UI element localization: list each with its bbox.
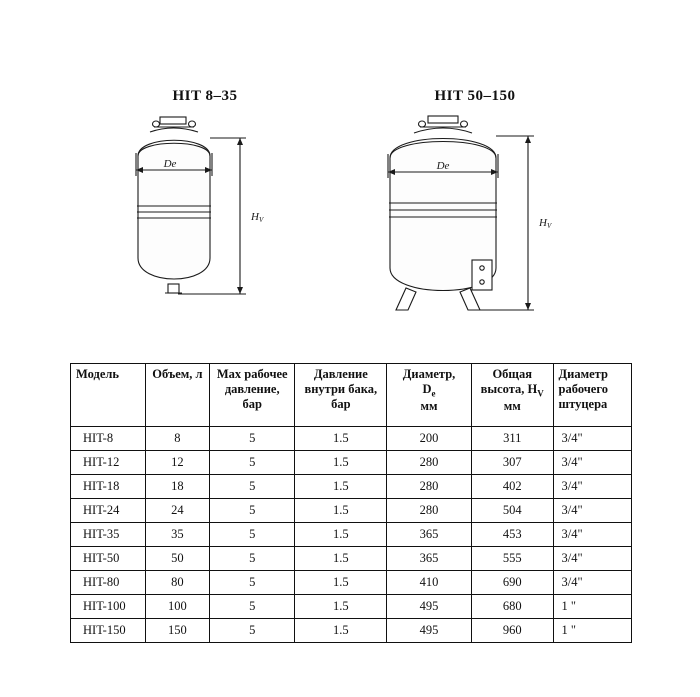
label-de-small: De: [163, 158, 177, 170]
header-height-sub: V: [537, 388, 544, 399]
cell-diameter: 365: [387, 523, 472, 547]
cell-height: 690: [471, 571, 553, 595]
cell-nozzle: 3/4": [553, 475, 631, 499]
cell-inner-pressure: 1.5: [295, 427, 387, 451]
cell-max-pressure: 5: [209, 499, 295, 523]
cell-height: 555: [471, 547, 553, 571]
cell-volume: 80: [145, 571, 209, 595]
header-diameter: [387, 364, 472, 427]
cell-inner-pressure: 1.5: [295, 571, 387, 595]
cell-inner-pressure: 1.5: [295, 523, 387, 547]
cell-nozzle: 3/4": [553, 571, 631, 595]
cell-diameter: 410: [387, 571, 472, 595]
cell-diameter: 280: [387, 475, 472, 499]
cell-nozzle: 3/4": [553, 451, 631, 475]
diagram-hit-8-35: [90, 60, 320, 350]
header-diameter-l2: $D_e$: [422, 381, 436, 399]
header-height-l3: мм: [503, 398, 521, 413]
header-nozzle-l3: штуцера: [558, 396, 608, 411]
header-nozzle: [553, 364, 631, 427]
table-row: [71, 547, 632, 571]
cell-inner-pressure: 1.5: [295, 547, 387, 571]
tank-drawing-small: [90, 108, 320, 338]
cell-height: 307: [471, 451, 553, 475]
header-max-pressure: [209, 364, 295, 427]
cell-model: HIT-8: [71, 427, 146, 451]
diagram-hit-50-150: [350, 60, 600, 350]
cell-max-pressure: 5: [209, 547, 295, 571]
cell-max-pressure: 5: [209, 571, 295, 595]
cell-nozzle: 1 ": [553, 619, 631, 643]
cell-inner-pressure: 1.5: [295, 451, 387, 475]
cell-model: HIT-50: [71, 547, 146, 571]
cell-height: 680: [471, 595, 553, 619]
cell-max-pressure: 5: [209, 595, 295, 619]
cell-volume: 35: [145, 523, 209, 547]
cell-volume: 50: [145, 547, 209, 571]
cell-volume: 18: [145, 475, 209, 499]
cell-diameter: 280: [387, 499, 472, 523]
cell-diameter: 495: [387, 619, 472, 643]
table-row: [71, 595, 632, 619]
header-volume: Объем, л: [145, 364, 209, 427]
cell-height: 402: [471, 475, 553, 499]
header-max-pressure-l1: Max рабочее: [216, 367, 288, 381]
cell-diameter: 365: [387, 547, 472, 571]
cell-model: HIT-100: [71, 595, 146, 619]
cell-max-pressure: 5: [209, 427, 295, 451]
header-diameter-l1: Диаметр,: [402, 367, 456, 381]
tank-drawing-large: [350, 108, 600, 338]
table-row: [71, 619, 632, 643]
cell-diameter: 495: [387, 595, 472, 619]
cell-volume: 150: [145, 619, 209, 643]
cell-model: HIT-35: [71, 523, 146, 547]
table-row: [71, 523, 632, 547]
cell-nozzle: 3/4": [553, 427, 631, 451]
cell-max-pressure: 5: [209, 523, 295, 547]
header-inner-pressure-l1: Давление: [313, 367, 368, 381]
header-height: [471, 364, 553, 427]
cell-volume: 24: [145, 499, 209, 523]
cell-max-pressure: 5: [209, 451, 295, 475]
table-head: [71, 364, 632, 427]
header-nozzle-l1: Диаметр: [558, 367, 608, 381]
cell-nozzle: 3/4": [553, 523, 631, 547]
label-hv-large: HV: [539, 217, 552, 230]
header-inner-pressure-l3: бар: [331, 396, 351, 411]
header-inner-pressure: [295, 364, 387, 427]
header-model: Модель: [71, 364, 146, 427]
cell-volume: 8: [145, 427, 209, 451]
cell-max-pressure: 5: [209, 475, 295, 499]
cell-model: HIT-150: [71, 619, 146, 643]
table-body: [71, 427, 632, 643]
cell-inner-pressure: 1.5: [295, 499, 387, 523]
header-inner-pressure-l2: внутри бака,: [304, 381, 378, 396]
cell-height: 960: [471, 619, 553, 643]
cell-max-pressure: 5: [209, 619, 295, 643]
table-row: [71, 475, 632, 499]
table-row: [71, 499, 632, 523]
diagram-title-small: HIT 8–35: [172, 88, 238, 104]
cell-height: 453: [471, 523, 553, 547]
cell-diameter: 280: [387, 451, 472, 475]
cell-model: HIT-80: [71, 571, 146, 595]
cell-inner-pressure: 1.5: [295, 475, 387, 499]
spec-table: [70, 363, 632, 643]
cell-model: HIT-24: [71, 499, 146, 523]
header-max-pressure-l3: бар: [242, 396, 262, 411]
diagram-title-large: HIT 50–150: [434, 88, 516, 104]
cell-height: 311: [471, 427, 553, 451]
spec-table-wrap: [70, 363, 632, 643]
cell-volume: 100: [145, 595, 209, 619]
header-diameter-sub: e: [431, 388, 436, 399]
diagram-area: [0, 60, 700, 350]
table-header-row: [71, 364, 632, 427]
table-row: [71, 427, 632, 451]
header-height-l2: высота, $H_V$: [480, 381, 544, 399]
header-diameter-l3: мм: [420, 398, 438, 413]
label-de-large: De: [436, 160, 450, 172]
header-max-pressure-l2: давление,: [224, 381, 280, 396]
table-row: [71, 571, 632, 595]
cell-nozzle: 3/4": [553, 499, 631, 523]
table-row: [71, 451, 632, 475]
cell-inner-pressure: 1.5: [295, 595, 387, 619]
cell-volume: 12: [145, 451, 209, 475]
cell-inner-pressure: 1.5: [295, 619, 387, 643]
cell-diameter: 200: [387, 427, 472, 451]
cell-model: HIT-18: [71, 475, 146, 499]
header-height-l1: Общая: [492, 367, 532, 381]
label-hv-small: HV: [251, 211, 264, 224]
cell-nozzle: 3/4": [553, 547, 631, 571]
header-nozzle-l2: рабочего: [558, 381, 608, 396]
cell-height: 504: [471, 499, 553, 523]
cell-nozzle: 1 ": [553, 595, 631, 619]
cell-model: HIT-12: [71, 451, 146, 475]
